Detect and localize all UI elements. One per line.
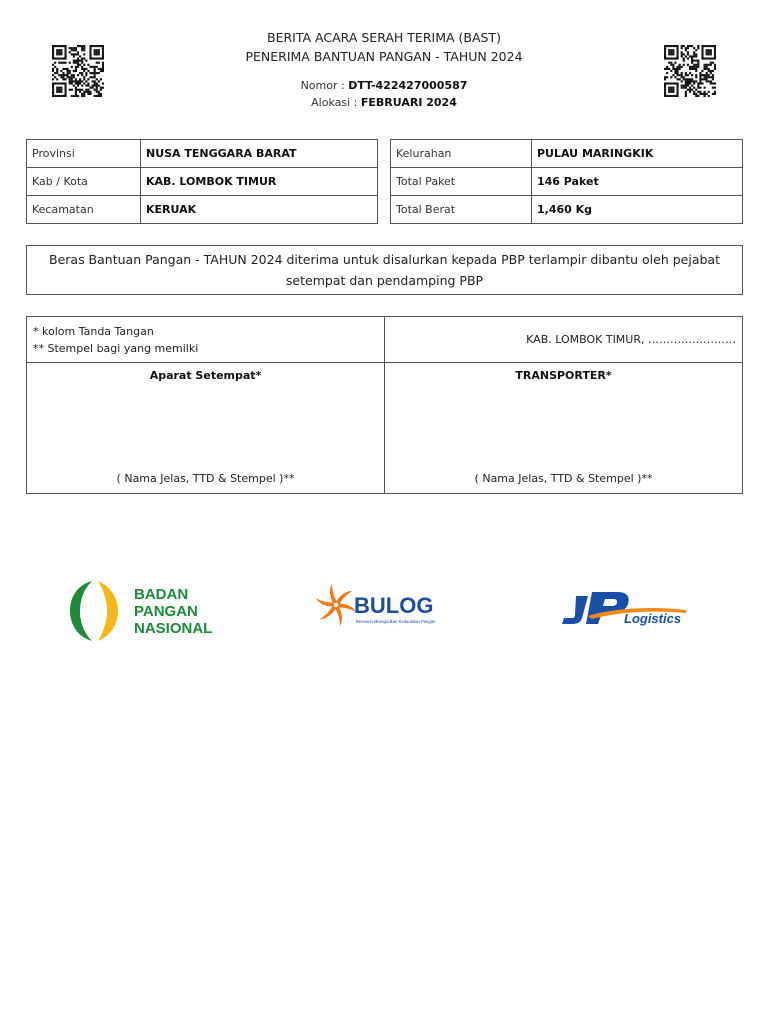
statement-line1: Beras Bantuan Pangan - TAHUN 2024 diterima untuk disalurkan kepada PBP terlampir dibantu oleh pejabat: [49, 252, 720, 267]
bulog-tagline: Bersama Mewujudkan Kedaulatan Pangan: [356, 619, 436, 624]
package-table: [390, 139, 743, 224]
bpn-text-line3: NASIONAL: [134, 620, 213, 637]
statement-box: [26, 245, 743, 295]
kelurahan-label: Kelurahan: [391, 140, 532, 168]
provinsi-label: Provinsi: [27, 140, 141, 168]
total-berat-value: 1,460 Kg: [532, 196, 743, 224]
signature-notes: [33, 323, 198, 357]
kelurahan-value: PULAU MARINGKIK: [532, 140, 743, 168]
bulog-logo: [316, 585, 456, 629]
bpn-text-line2: PANGAN: [134, 603, 198, 620]
kecamatan-value: KERUAK: [141, 196, 378, 224]
table-row: [391, 196, 743, 224]
provinsi-value: NUSA TENGGARA BARAT: [141, 140, 378, 168]
jp-letter-p-icon: [586, 592, 629, 624]
nomor-label: Nomor :: [300, 79, 345, 92]
table-row: [391, 168, 743, 196]
jp-logistics-logo: [558, 586, 698, 630]
note-signature: * kolom Tanda Tangan: [33, 325, 154, 338]
transporter-heading: TRANSPORTER*: [515, 369, 612, 382]
alokasi-value: FEBRUARI 2024: [360, 96, 457, 109]
kecamatan-label: Kecamatan: [27, 196, 141, 224]
bpn-left-crescent-icon: [70, 581, 92, 641]
bulog-sun-icon: [316, 585, 356, 626]
bpn-text-line1: BADAN: [134, 586, 189, 603]
column-divider: [384, 317, 385, 493]
nomor-value: DTT-422427000587: [348, 79, 468, 92]
total-berat-label: Total Berat: [391, 196, 532, 224]
kabkota-value: KAB. LOMBOK TIMUR: [141, 168, 378, 196]
place-date: KAB. LOMBOK TIMUR, ……………………: [526, 333, 736, 346]
alokasi-line: [0, 96, 768, 109]
note-stamp: ** Stempel bagi yang memilki: [33, 342, 199, 355]
row-divider: [27, 362, 742, 363]
total-paket-value: 146 Paket: [532, 168, 743, 196]
table-row: [27, 168, 378, 196]
table-row: [27, 140, 378, 168]
bpn-right-crescent-icon: [98, 581, 118, 641]
transporter-signature-caption: ( Nama Jelas, TTD & Stempel )**: [474, 472, 653, 485]
total-paket-label: Total Paket: [391, 168, 532, 196]
nomor-line: [0, 79, 768, 92]
aparat-signature-caption: ( Nama Jelas, TTD & Stempel )**: [116, 472, 295, 485]
table-row: [391, 140, 743, 168]
statement-line2: setempat dan pendamping PBP: [285, 273, 484, 288]
aparat-setempat-heading: Aparat Setempat*: [149, 369, 262, 382]
document-subtitle: PENERIMA BANTUAN PANGAN - TAHUN 2024: [245, 49, 523, 64]
jp-letter-j-icon: [562, 596, 588, 624]
bulog-wordmark: BULOG: [354, 593, 434, 618]
jp-logistics-wordmark: Logistics: [624, 611, 682, 626]
alokasi-label: Alokasi :: [311, 96, 358, 109]
table-row: [27, 196, 378, 224]
document-title: BERITA ACARA SERAH TERIMA (BAST): [267, 30, 501, 45]
location-table: [26, 139, 378, 224]
badan-pangan-nasional-logo: [70, 579, 230, 643]
kabkota-label: Kab / Kota: [27, 168, 141, 196]
signature-table: [26, 316, 743, 494]
